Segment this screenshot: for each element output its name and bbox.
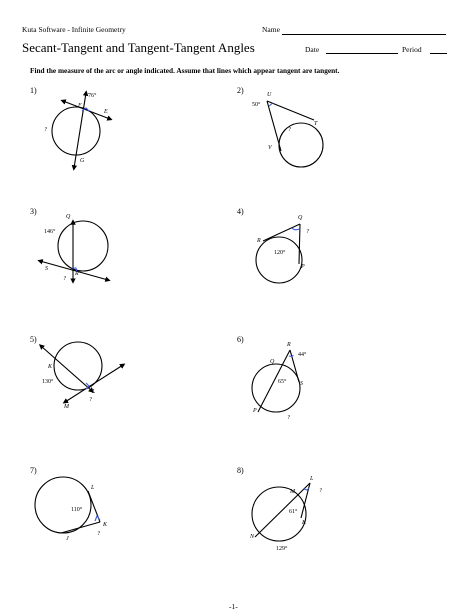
- problem-1-number: 1): [30, 86, 37, 95]
- p6-label-q: Q: [270, 359, 275, 365]
- p4-tangent-1: [263, 224, 300, 241]
- p1-label-q: ?: [44, 127, 47, 133]
- problem-4-number: 4): [237, 207, 244, 216]
- p2-tangent-1: [267, 101, 281, 151]
- p1-label-g: G: [80, 158, 85, 164]
- p8-degree-1: 61°: [289, 509, 298, 515]
- p5-tangent: [65, 365, 123, 402]
- problem-7-number: 7): [30, 466, 37, 475]
- p5-label-l: L: [92, 389, 96, 395]
- problem-1-diagram: [44, 92, 110, 168]
- instructions: Find the measure of the arc or angle indicated. Assume that lines which appear tangent are tangent.: [30, 66, 340, 75]
- p6-label-p: P: [253, 408, 257, 414]
- p4-tangent-2: [299, 224, 300, 264]
- name-label: Name: [262, 25, 280, 34]
- p2-angle-mark: [269, 103, 272, 106]
- software-label: Kuta Software - Infinite Geometry: [22, 25, 126, 34]
- problem-5-diagram: [41, 342, 123, 410]
- p4-circle: [256, 237, 302, 283]
- p6-label-r: R: [287, 342, 291, 348]
- problem-3-diagram: [40, 214, 108, 282]
- period-label: Period: [402, 45, 422, 54]
- p6-circle: [252, 364, 300, 412]
- page-number: -1-: [229, 602, 238, 611]
- problem-4-diagram: [256, 215, 309, 283]
- p3-label-qmark: ?: [63, 276, 66, 282]
- p5-label-m: M: [64, 404, 69, 410]
- p7-circle: [35, 477, 91, 533]
- p2-degree: 50°: [252, 102, 261, 108]
- p8-label-m: M: [290, 489, 295, 495]
- p5-degree: 130°: [42, 379, 54, 385]
- p7-label-qmark: ?: [97, 531, 100, 537]
- p7-label-j: J: [66, 536, 69, 542]
- p5-label-k: K: [48, 364, 53, 370]
- p8-label-l: L: [310, 476, 314, 482]
- problem-8-number: 8): [237, 466, 244, 475]
- p4-angle-mark: [292, 228, 299, 230]
- problem-7-diagram: [35, 477, 108, 542]
- problem-2-diagram: [252, 92, 323, 167]
- p3-tangent: [40, 261, 108, 280]
- p8-label-k: K: [302, 520, 307, 526]
- problem-3-number: 3): [30, 207, 37, 216]
- p4-degree: 120°: [274, 250, 286, 256]
- p3-label-r: R: [75, 271, 79, 277]
- p2-tangent-2: [267, 101, 314, 120]
- p7-degree: 110°: [71, 507, 83, 513]
- p1-degree: 76°: [88, 93, 97, 99]
- p4-label-qmark: ?: [306, 229, 309, 235]
- p2-label-v: V: [268, 145, 272, 151]
- p2-circle: [279, 123, 323, 167]
- problem-2-number: 2): [237, 86, 244, 95]
- p4-label-p: P: [301, 264, 305, 270]
- p1-circle: [52, 107, 100, 155]
- problem-6-diagram: [252, 342, 307, 421]
- p7-label-k: K: [103, 522, 108, 528]
- p6-label-qmark: ?: [287, 415, 290, 421]
- p7-label-l: L: [91, 485, 95, 491]
- problem-8-diagram: [249, 476, 322, 552]
- p5-label-qmark: ?: [89, 397, 92, 403]
- p3-degree: 146°: [44, 229, 56, 235]
- p2-label-t: T: [314, 121, 318, 127]
- p2-label-q: ?: [288, 127, 291, 133]
- p3-circle: [58, 221, 108, 271]
- p8-degree-2: 129°: [276, 546, 288, 552]
- p7-tangent-2: [61, 522, 100, 533]
- p1-label-e: E: [104, 109, 108, 115]
- p3-label-q: Q: [66, 214, 71, 220]
- p2-label-u: U: [267, 92, 272, 98]
- p8-label-qmark: ?: [319, 488, 322, 494]
- page-title: Secant-Tangent and Tangent-Tangent Angles: [22, 40, 255, 55]
- p6-degree-2: 65°: [278, 379, 287, 385]
- date-label: Date: [305, 45, 320, 54]
- p6-degree-1: 44°: [298, 352, 307, 358]
- problem-6-number: 6): [237, 335, 244, 344]
- p1-tangent: [63, 101, 110, 119]
- p4-label-r: R: [257, 238, 261, 244]
- p3-label-s: S: [45, 266, 48, 272]
- problem-5-number: 5): [30, 335, 37, 344]
- p8-label-n: N: [250, 534, 255, 540]
- p4-label-q: Q: [298, 215, 303, 221]
- p1-label-f: F: [78, 103, 82, 109]
- p6-label-s: S: [300, 381, 303, 387]
